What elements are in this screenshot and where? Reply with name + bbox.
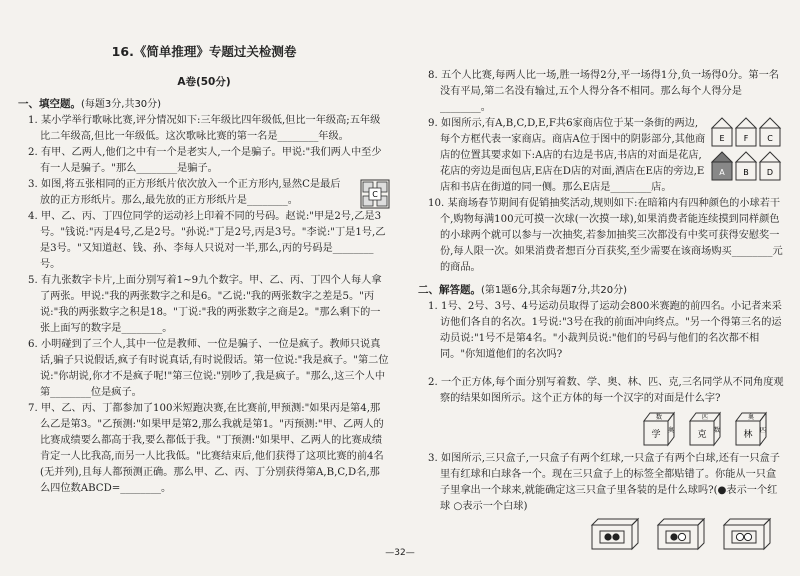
section-a-heading: A卷(50分) bbox=[177, 76, 231, 88]
svg-text:D: D bbox=[766, 168, 774, 177]
box-3 bbox=[724, 519, 770, 549]
page-title: 16.《简单推理》专题过关检测卷 bbox=[111, 44, 297, 59]
answer-question-3-wrap bbox=[418, 451, 784, 551]
shop-d bbox=[760, 152, 780, 180]
question-4: 4. 甲、乙、丙、丁四位同学的运动衫上印着不同的号码。赵说:"甲是2号,乙是3号。"钱说:"丙是4号,乙是2号。"孙说:"丁是2号,丙是3号。"李说:"丁是1号,乙是3号。"又知道赵、钱、孙、李每人只说对一半,那么,丙的号码是________号。 bbox=[28, 211, 386, 270]
shop-b bbox=[736, 152, 756, 180]
answer-question-2: 2. 一个正方体,每个面分别写着数、学、奥、林、匹、克,三名同学从不同角度观察的结果如图所示。这个正方体的每一个汉字的对面是什么字? bbox=[428, 377, 784, 404]
svg-text:奥: 奥 bbox=[667, 427, 675, 434]
answer-question-3: 3. 如图所示,三只盒子,一只盒子有两个红球,一只盒子有两个白球,还有一只盒子里有红球和白球各一个。现在三只盒子上的标签全都贴错了。你能从一只盒子里拿出一个球来,就能确定这三只盒子里各装的是什么球吗?(●表示一个红球 ○表示一个白球) bbox=[428, 453, 780, 512]
squares-figure bbox=[360, 179, 390, 209]
cube-1 bbox=[644, 413, 674, 445]
question-8: 8. 五个人比赛,每两人比一场,胜一场得2分,平一场得1分,负一场得0分。第一名没有平局,第二名没有输过,五个人得分各不相同。那么每个人得分是________。 bbox=[428, 70, 779, 113]
svg-text:匹: 匹 bbox=[701, 414, 709, 421]
box-1 bbox=[592, 519, 638, 549]
red-ball bbox=[604, 533, 611, 540]
square-c-label: C bbox=[372, 190, 378, 199]
svg-text:C: C bbox=[767, 134, 773, 143]
question-6: 6. 小明碰到了三个人,其中一位是教师、一位是骗子、一位是疯子。教师只说真话,骗子只说假话,疯子有时说真话,有时说假话。第一位说:"我是疯子。"第二位说:"你胡说,你才不是疯子呢!"第三位说:"别吵了,我是疯子。"那么,这三个人中第________位是疯子。 bbox=[28, 339, 389, 398]
question-1: 1. 某小学举行歌咏比赛,评分情况如下:三年级比四年级低,但比一年级高;五年级比二年级高,但比一年级低。这次歌咏比赛的第一名是________年级。 bbox=[28, 115, 381, 142]
red-ball bbox=[612, 533, 619, 540]
svg-text:学: 学 bbox=[651, 430, 661, 440]
answer-question-2-wrap bbox=[418, 375, 784, 451]
section-2-heading bbox=[418, 282, 784, 299]
white-ball bbox=[744, 533, 751, 540]
page-number: —32— bbox=[385, 548, 415, 558]
svg-text:数: 数 bbox=[655, 414, 663, 421]
question-2: 2. 有甲、乙两人,他们之中有一个是老实人,一个是骗子。甲说:"我们两人中至少有一人是骗子。"那么________是骗子。 bbox=[28, 147, 382, 174]
shop-c bbox=[760, 118, 780, 146]
question-9-wrap bbox=[418, 116, 784, 196]
answer-question-1: 1. 1号、2号、3号、4号运动员取得了运动会800米赛跑的前四名。小记者来采访他们各自的名次。1号说:"3号在我的前面冲向终点。"另一个得第三名的运动员说:"1号不是第4名。"小裁判员说:"他们的号码与他们的名次都不相同。"你知道他们的名次吗? bbox=[428, 301, 782, 360]
white-ball bbox=[736, 533, 743, 540]
svg-text:奥: 奥 bbox=[747, 414, 755, 421]
white-ball bbox=[678, 533, 685, 540]
svg-text:E: E bbox=[719, 134, 725, 143]
shops-figure bbox=[708, 116, 784, 184]
question-9: 9. 如图所示,有A,B,C,D,E,F共6家商店位于某一条街的两边,每个方框代表一家商店。商店A位于图中的阴影部分,其他商店的位置其要求如下:A店的右边是书店,书店的对面是花店,花店的旁边是面包店,E店在D店的对面,酒店在E店的旁边,E店和书店在街道的同一侧。那么E店是________店。 bbox=[428, 118, 706, 193]
section-2-title: 二、解答题。 bbox=[418, 284, 481, 296]
svg-text:林: 林 bbox=[743, 430, 753, 440]
cube-2 bbox=[690, 413, 720, 445]
section-1-heading bbox=[18, 96, 390, 113]
svg-text:匹: 匹 bbox=[759, 427, 767, 434]
cubes-figure bbox=[638, 409, 778, 451]
cube-3 bbox=[736, 413, 766, 445]
question-10: 10. 某商场春节期间有促销抽奖活动,规则如下:在暗箱内有四种颜色的小球若干个,购物每满100元可摸一次球(一次摸一球),如果消费者能连续摸到同样颜色的小球两个就可以参与一次抽奖,若参加抽奖三次都没有中奖可获得安慰奖一份,每人限一次。如果消费者想百分百获奖,至少需要在该商场购买________元的商品。 bbox=[428, 198, 783, 273]
svg-text:A: A bbox=[719, 168, 725, 177]
question-5: 5. 有九张数字卡片,上面分别写着1~9九个数字。甲、乙、丙、丁四个人每人拿了两张。甲说:"我的两张数字之和是6。"乙说:"我的两张数字之差是5。"丙说:"我的两张数字之积是18。"丁说:"我的两张数字之商是2。"那么剩下的一张上面写的数字是________。 bbox=[28, 275, 382, 334]
red-ball bbox=[670, 533, 677, 540]
question-7: 7. 甲、乙、丙、丁都参加了100米短跑决赛,在比赛前,甲预测:"如果丙是第4,那么乙是第3。"乙预测:"如果甲是第2,那么我就是第1。"丙预测:"甲、乙两人的比赛成绩要么都高于我,要么都低于我。"丁预测:"如果甲、乙两人的比赛成绩肯定一人比我高,而另一人比我低。"比赛结束后,他们获得了这项比赛的前4名(无并列),且每人都预测正确。那么甲、乙、丙、丁分别获得第A,B,C,D名,那么四位数ABCD=________。 bbox=[28, 403, 384, 494]
svg-text:F: F bbox=[743, 134, 749, 143]
box-2 bbox=[658, 519, 704, 549]
question-3-wrap bbox=[18, 177, 390, 209]
svg-text:数: 数 bbox=[713, 427, 721, 434]
section-1-title: 一、填空题。 bbox=[18, 98, 81, 110]
right-column bbox=[418, 10, 784, 551]
shop-f bbox=[736, 118, 756, 146]
question-3: 3. 如图,将五张相同的正方形纸片依次放入一个正方形内,显然C是最后放的正方形纸片。那么,最先放的正方形纸片是________。 bbox=[28, 179, 341, 206]
svg-text:克: 克 bbox=[697, 430, 707, 440]
shop-a bbox=[712, 152, 732, 180]
section-2-note: (第1题6分,其余每题7分,共20分) bbox=[481, 285, 627, 296]
svg-text:B: B bbox=[743, 168, 749, 177]
section-1-note: (每题3分,共30分) bbox=[81, 99, 162, 110]
boxes-figure bbox=[588, 517, 778, 551]
left-column bbox=[18, 40, 390, 497]
shop-e bbox=[712, 118, 732, 146]
